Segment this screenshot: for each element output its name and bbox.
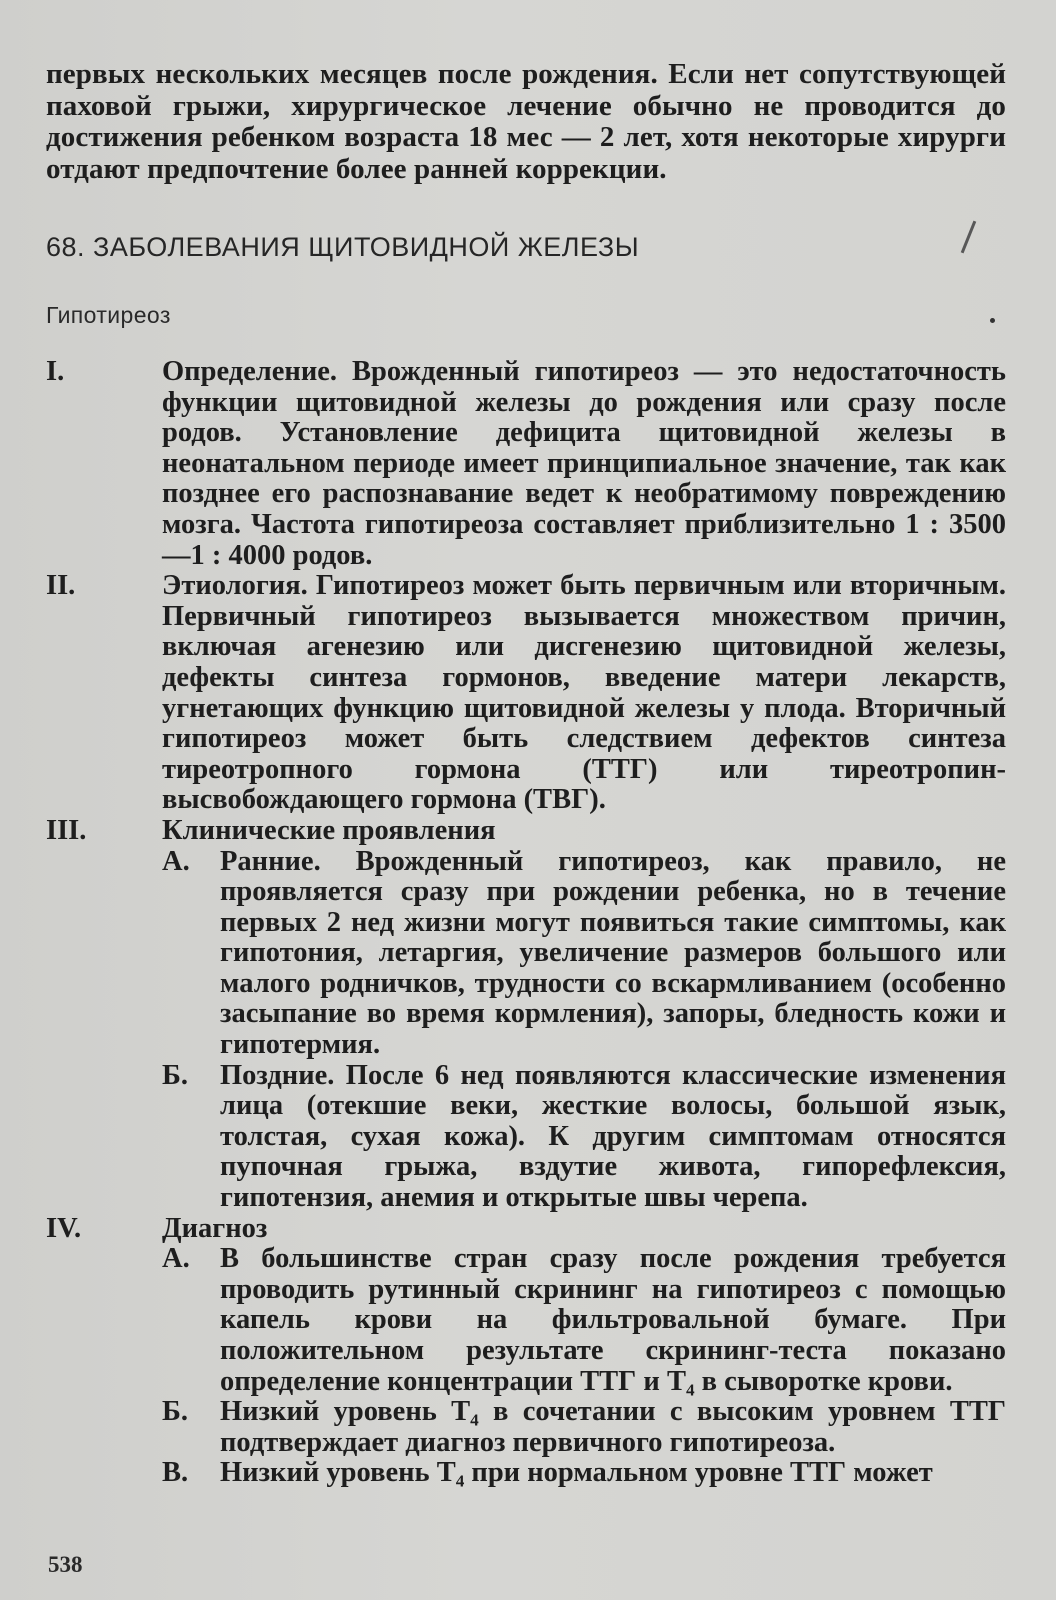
item-text: В большинстве стран сразу после рождения требуется проводить рутинный скрининг на гипотиреоз с помощью капель крови на фильтровальной бумаге. При положительном результате скрининг-теста показано определение концентрации ТТГ и Т₄ в сыворотке крови. — [220, 1243, 1006, 1397]
pencil-mark — [961, 221, 977, 254]
item-letter: А. — [162, 845, 190, 877]
section-text: Определение. Врожденный гипотиреоз — это недостаточность функции щитовидной железы до рождения или сразу после родов. Установление дефицита щитовидной железы в неонатальном периоде имеет принципиальное значение, так как позднее его распознавание ведет к необратимому повреждению мозга. Частота гипотиреоза составляет приблизительно 1 : 3500—1 : 4000 родов. — [162, 356, 1006, 571]
chapter-title: 68. ЗАБОЛЕВАНИЯ ЩИТОВИДНОЙ ЖЕЛЕЗЫ — [46, 232, 640, 262]
item-letter: А. — [162, 1243, 190, 1275]
section-text: Этиология. Гипотиреоз может быть первичным или вторичным. Первичный гипотиреоз вызывается множеством причин, включая агенезию или дисгенезию щитовидной железы, дефекты синтеза гормонов, введение матери лекарств, угнетающих функцию щитовидной железы у плода. Вторичный гипотиреоз может быть следствием дефектов синтеза тиреотропного гормона (ТТГ) или тиреотропин-высвобождающего гормона (ТВГ). — [162, 570, 1006, 816]
item-letter: В. — [162, 1457, 189, 1489]
item-letter: Б. — [162, 1396, 188, 1428]
list-item — [162, 1244, 1006, 1397]
section-number: I. — [46, 356, 65, 387]
section-number: IV. — [46, 1212, 82, 1244]
section-number: II. — [46, 570, 76, 602]
list-item — [162, 1397, 1006, 1458]
item-text: Низкий уровень Т₄ в сочетании с высоким уровнем ТТГ подтверждает диагноз первичного гипотиреоза. — [220, 1396, 1006, 1458]
list-item — [162, 847, 1006, 1061]
item-letter: Б. — [162, 1059, 188, 1091]
section-etiology — [46, 571, 1006, 816]
section-heading: Клинические проявления — [162, 814, 496, 846]
ink-dot — [990, 318, 995, 323]
page-number: 538 — [48, 1552, 83, 1577]
section-clinical — [46, 816, 1006, 1214]
section-definition — [46, 357, 1006, 571]
item-text: Поздние. После 6 нед появляются классические изменения лица (отекшие веки, жесткие волосы, большой язык, толстая, сухая кожа). К другим симптомам относятся пупочная грыжа, вздутие живота, гипорефлексия, гипотензия, анемия и открытые швы черепа. — [220, 1059, 1006, 1214]
item-text: Низкий уровень Т₄ при нормальном уровне ТТГ может — [220, 1457, 933, 1489]
subsection-title: Гипотиреоз — [46, 302, 171, 328]
intro-paragraph: первых нескольких месяцев после рождения. Если нет сопутствующей паховой грыжи, хирургическое лечение обычно не проводится до достижения ребенком возраста 18 мес — 2 лет, хотя некоторые хирурги отдают предпочтение более ранней коррекции. — [46, 58, 1006, 185]
section-diagnosis — [46, 1214, 1006, 1489]
section-heading: Диагноз — [162, 1212, 268, 1244]
item-text: Ранние. Врожденный гипотиреоз, как правило, не проявляется сразу при рождении ребенка, но в течение первых 2 нед жизни могут появиться такие симптомы, как гипотония, летаргия, увеличение размеров большого или малого родничков, трудности со вскармливанием (особенно засыпание во время кормления), запоры, бледность кожи и гипотермия. — [220, 845, 1006, 1061]
section-number: III. — [46, 814, 87, 846]
section-list — [46, 357, 1006, 1489]
list-item — [162, 1458, 1006, 1489]
list-item — [162, 1061, 1006, 1214]
